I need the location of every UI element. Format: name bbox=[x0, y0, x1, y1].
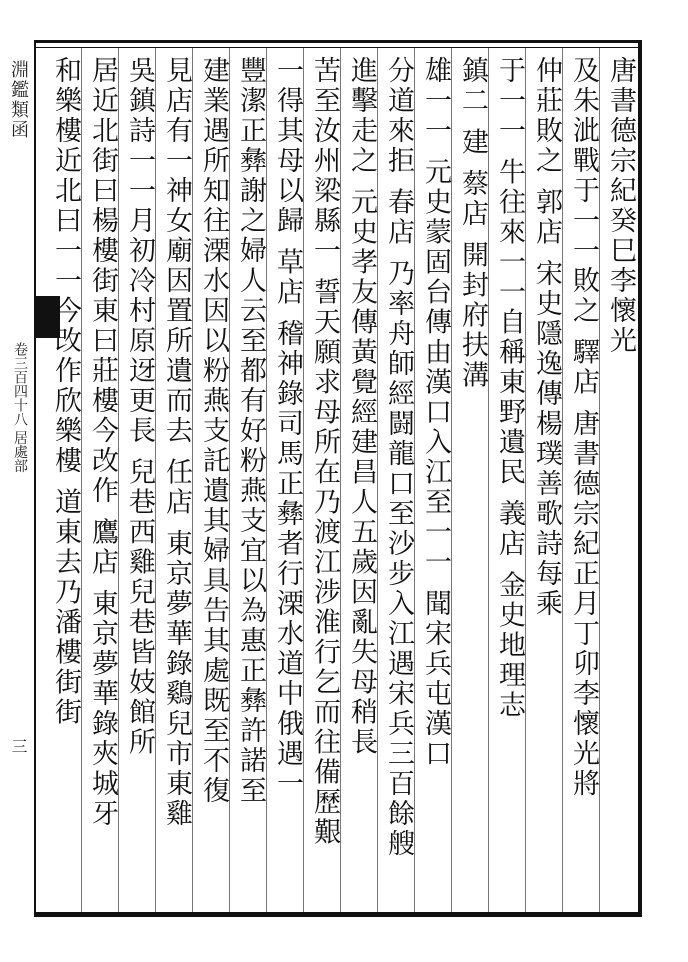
text-column: 雄一一 元史蒙固台傳由漢口入江至一一 聞宋兵屯漢口 bbox=[420, 56, 451, 770]
text-column: 唐書德宗紀癸巳李懷光 bbox=[605, 56, 636, 356]
spine-rule bbox=[34, 40, 36, 917]
text-column: 見店有一神女廟因置所遺而去 任店 東京夢華錄鷄兒市東雞 bbox=[161, 56, 192, 830]
text-column: 于一一 牛往來一一自稱東野遺民 義店 金史地理志 bbox=[494, 56, 525, 721]
text-column: 進擊走之 元史孝友傳黃覺經建昌人五歲因亂失母稍長 bbox=[346, 56, 377, 758]
text-column: 和樂樓近北曰一一今改作欣樂樓 道東去乃潘樓街街 bbox=[50, 56, 81, 728]
top-border-inner bbox=[36, 47, 642, 48]
spine-note: 卷三百四十八 居處部 bbox=[12, 342, 28, 473]
text-column: 一得其母以歸 草店 稽神錄司馬正彝者行溧水道中俄遇一 bbox=[272, 56, 303, 800]
top-border bbox=[36, 40, 642, 43]
text-column: 分道來拒 春店 乃率舟師經闘龍口至沙步入江遇宋兵三百餘艘 bbox=[383, 56, 414, 860]
text-column: 建業遇所知往溧水因以粉燕支託遺其婦具告其處既至不復 bbox=[198, 56, 229, 806]
bottom-border bbox=[36, 912, 642, 917]
text-column: 居近北街曰楊樓街東曰莊樓今改作 鷹店 東京夢華錄夾城牙 bbox=[87, 56, 118, 830]
folio-number: 三 bbox=[9, 738, 28, 754]
text-column: 苦至汝州梁縣一 誓天願求母所在乃渡江涉淮行乞而往備歷艱 bbox=[309, 56, 340, 848]
text-column: 豐潔正彝謝之婦人云至都有好粉燕支宜以為惠正彝許諾至 bbox=[235, 56, 266, 806]
text-column: 仲莊敗之 郭店 宋史隱逸傳楊璞善歌詩每乘 bbox=[531, 56, 562, 620]
spine-title: 淵鑑類函 bbox=[8, 60, 29, 140]
text-column: 鎮二 建 蔡店 開封府扶溝 bbox=[457, 56, 488, 391]
text-column: 吳鎮詩一一月初冷村原迓更長 兒巷西雞兒巷皆妓館所 bbox=[124, 56, 155, 758]
text-column: 及朱泚戰于一一敗之 驛店 唐書德宗紀正月丁卯李懷光將 bbox=[568, 56, 599, 800]
